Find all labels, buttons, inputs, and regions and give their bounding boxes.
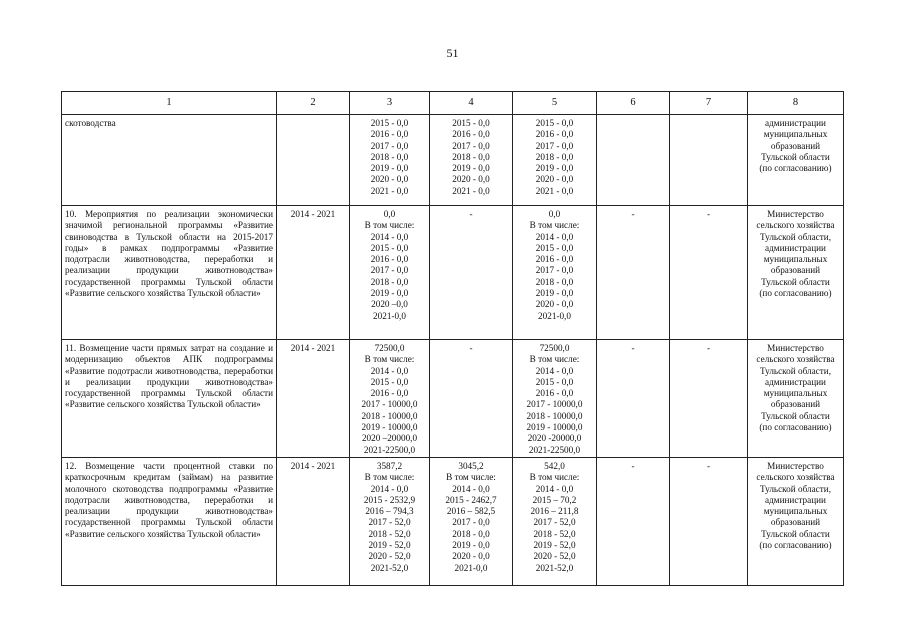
value-line: 2021 - 0,0 (535, 185, 574, 196)
value-line: Тульской области, (759, 231, 831, 242)
value-line: 2016 - 0,0 (452, 129, 490, 140)
value-line: 2019 - 0,0 (370, 163, 409, 174)
cell-c1: 10. Мероприятия по реализации экономически значимой региональной программы «Развитие свиноводства в Тульской области на 2015-2017 годы» в рамках подпрограммы «Развитие подотрасли животноводства, переработки и реализации продукции животноводства» государственной программы Тульской области «Развитие сельского хозяйства Тульской области» (62, 206, 277, 340)
header-col-1: 1 (62, 92, 277, 115)
cell-c7: - (670, 340, 748, 458)
value-line: администрации (765, 242, 826, 253)
value-line: 2019 - 52,0 (533, 540, 576, 551)
cell-c2: 2014 - 2021 (277, 206, 350, 340)
value-line: 2020 -20000,0 (527, 433, 582, 444)
value-line: В том числе: (529, 354, 580, 365)
value-line: 2019 - 0,0 (452, 163, 490, 174)
value-line: В том числе: (364, 220, 415, 231)
header-col-3: 3 (350, 92, 430, 115)
value-line: 2017 - 0,0 (370, 140, 409, 151)
value-line: 2020 - 52,0 (368, 551, 411, 562)
header-col-4: 4 (430, 92, 513, 115)
cell-c4 (430, 115, 513, 206)
value-line: 2019 - 0,0 (370, 288, 409, 299)
cell-c6: - (597, 340, 670, 458)
value-line: 2020 - 0,0 (535, 174, 574, 185)
cell-c8 (748, 340, 844, 458)
value-line: сельского хозяйства (756, 472, 835, 483)
cell-c8 (748, 458, 844, 586)
value-line: 2020 - 0,0 (535, 299, 574, 310)
value-line: В том числе: (364, 354, 415, 365)
value-line: 2016 - 0,0 (535, 129, 574, 140)
cell-c4 (430, 458, 513, 586)
value-line: администрации (765, 118, 826, 128)
value-line: администрации (765, 494, 826, 505)
value-line: 72500,0 (539, 343, 570, 353)
value-line: 0,0 (548, 209, 561, 219)
value-line: Тульской области (761, 151, 830, 162)
cell-c1: скотоводства (62, 115, 277, 206)
value-line: сельского хозяйства (756, 354, 835, 365)
value-line: Тульской области, (759, 483, 831, 494)
value-line: 3587,2 (376, 461, 403, 471)
value-line: 2021-0,0 (373, 310, 406, 321)
page-number: 51 (446, 46, 459, 60)
cell-c1: 11. Возмещение части прямых затрат на создание и модернизацию объектов АПК подпрограммы «Развитие подотрасли животноводства, переработки и реализации продукции животноводства» государственной программы Тульской области «Развитие сельского хозяйства Тульской области» (62, 340, 277, 458)
value-line: 2015 - 0,0 (535, 118, 574, 128)
value-line: 2018 - 0,0 (535, 151, 574, 162)
value-line: муниципальных (763, 254, 828, 265)
value-line: 2017 - 0,0 (452, 140, 490, 151)
value-line: муниципальных (763, 506, 828, 517)
value-line: - (469, 343, 473, 353)
cell-c7: - (670, 458, 748, 586)
value-line: 2017 - 52,0 (533, 517, 576, 528)
value-line: 0,0 (383, 209, 396, 219)
value-line: 2018 - 0,0 (452, 151, 490, 162)
cell-c8 (748, 115, 844, 206)
value-line: 542,0 (544, 461, 565, 471)
value-line: 2020 –0,0 (371, 299, 408, 310)
value-line: 2015 - 0,0 (535, 376, 574, 387)
cell-c5 (513, 340, 597, 458)
program-table (61, 91, 844, 586)
value-line: сельского хозяйства (756, 220, 835, 231)
table-row (62, 458, 844, 586)
cell-c3 (350, 458, 430, 586)
value-line: 2018 - 10000,0 (361, 410, 418, 421)
cell-c3 (350, 206, 430, 340)
value-line: 2015 – 70,2 (532, 494, 577, 505)
value-line: 2017 - 10000,0 (361, 399, 418, 410)
value-line: 2014 - 0,0 (452, 483, 490, 494)
value-line: Тульской области (761, 528, 830, 539)
cell-c1: 12. Возмещение части процентной ставки по краткосрочным кредитам (займам) на развитие молочного скотоводства подпрограммы «Развитие подотрасли животноводства, переработки и реализации продукции животноводства» государственной программы Тульской области «Развитие сельского хозяйства Тульской области» (62, 458, 277, 586)
value-line: 2015 - 0,0 (370, 242, 409, 253)
value-line: 2021 - 0,0 (370, 185, 409, 196)
value-line: 2016 – 582,5 (446, 506, 496, 517)
table-row (62, 115, 844, 206)
value-line: 2017 - 10000,0 (526, 399, 583, 410)
value-line: 2021 - 0,0 (452, 185, 490, 196)
cell-c7: - (670, 206, 748, 340)
value-line: администрации (765, 376, 826, 387)
value-line: (по согласованию) (759, 288, 832, 299)
value-line: - (469, 209, 473, 219)
value-line: муниципальных (763, 129, 828, 140)
value-line: 2017 - 0,0 (535, 140, 574, 151)
value-line: 2018 - 52,0 (533, 528, 576, 539)
value-line: муниципальных (763, 388, 828, 399)
value-line: 2017 - 0,0 (452, 517, 490, 528)
cell-c4 (430, 340, 513, 458)
value-line: Министерство (767, 461, 824, 471)
value-line: (по согласованию) (759, 422, 832, 433)
value-line: 72500,0 (374, 343, 405, 353)
header-col-8: 8 (748, 92, 844, 115)
value-line: 2016 - 0,0 (370, 254, 409, 265)
value-line: 2020 - 0,0 (370, 174, 409, 185)
cell-c3 (350, 115, 430, 206)
value-line: 2019 - 0,0 (535, 163, 574, 174)
value-line: 2016 – 211,8 (530, 506, 579, 517)
cell-c2 (277, 115, 350, 206)
cell-c2: 2014 - 2021 (277, 340, 350, 458)
value-line: 2014 - 0,0 (370, 483, 409, 494)
value-line: 2015 - 2532,9 (363, 494, 416, 505)
cell-c4 (430, 206, 513, 340)
header-col-7: 7 (670, 92, 748, 115)
cell-c8 (748, 206, 844, 340)
value-line: 2015 - 0,0 (370, 376, 409, 387)
value-line: 2021-0,0 (454, 562, 488, 573)
value-line: 2018 - 0,0 (370, 276, 409, 287)
cell-c5 (513, 458, 597, 586)
value-line: В том числе: (446, 472, 496, 483)
value-line: образований (770, 517, 821, 528)
cell-c6: - (597, 206, 670, 340)
value-line: В том числе: (364, 472, 415, 483)
value-line: 2019 - 10000,0 (361, 422, 418, 433)
value-line: 2021-52,0 (535, 562, 574, 573)
value-line: 2017 - 0,0 (370, 265, 409, 276)
cell-c6 (597, 115, 670, 206)
value-line: образований (770, 140, 821, 151)
value-line: образований (770, 265, 821, 276)
value-line: 2019 - 0,0 (452, 540, 490, 551)
value-line: 2019 - 0,0 (535, 288, 574, 299)
cell-c6: - (597, 458, 670, 586)
value-line: 2016 - 0,0 (370, 129, 409, 140)
value-line: 2018 - 52,0 (368, 528, 411, 539)
value-line: 2020 - 0,0 (452, 174, 490, 185)
value-line: Министерство (767, 343, 824, 353)
value-line: 2015 - 0,0 (452, 118, 490, 128)
value-line: Тульской области (761, 410, 830, 421)
value-line: 2018 - 0,0 (452, 528, 490, 539)
value-line: Тульской области (761, 276, 830, 287)
value-line: 2018 - 0,0 (370, 151, 409, 162)
value-line: 2016 - 0,0 (370, 388, 409, 399)
header-col-5: 5 (513, 92, 597, 115)
value-line: образований (770, 399, 821, 410)
value-line: 2020 - 0,0 (452, 551, 490, 562)
table-row (62, 206, 844, 340)
value-line: 2021-22500,0 (528, 444, 581, 455)
value-line: В том числе: (529, 472, 580, 483)
cell-c7 (670, 115, 748, 206)
value-line: 2017 - 0,0 (535, 265, 574, 276)
value-line: 2016 – 794,3 (365, 506, 414, 517)
value-line: 2017 - 52,0 (368, 517, 411, 528)
value-line: 2014 - 0,0 (535, 231, 574, 242)
value-line: 2015 - 0,0 (535, 242, 574, 253)
value-line: 2015 - 0,0 (370, 118, 409, 128)
header-row (62, 92, 844, 115)
value-line: 2019 - 52,0 (368, 540, 411, 551)
value-line: 2015 - 2462,7 (445, 494, 497, 505)
value-line: 2021-52,0 (370, 562, 409, 573)
value-line: 2020 –20000,0 (361, 433, 418, 444)
cell-c2: 2014 - 2021 (277, 458, 350, 586)
value-line: 3045,2 (458, 461, 484, 471)
value-line: 2021-22500,0 (363, 444, 416, 455)
value-line: 2014 - 0,0 (370, 231, 409, 242)
value-line: 2014 - 0,0 (535, 365, 574, 376)
cell-c3 (350, 340, 430, 458)
value-line: 2020 - 52,0 (533, 551, 576, 562)
cell-c5 (513, 115, 597, 206)
value-line: 2018 - 10000,0 (526, 410, 583, 421)
value-line: Тульской области, (759, 365, 831, 376)
value-line: Министерство (767, 209, 824, 219)
value-line: В том числе: (529, 220, 580, 231)
value-line: 2019 - 10000,0 (526, 422, 583, 433)
header-col-6: 6 (597, 92, 670, 115)
value-line: 2014 - 0,0 (370, 365, 409, 376)
cell-c5 (513, 206, 597, 340)
value-line: 2021-0,0 (538, 310, 571, 321)
header-col-2: 2 (277, 92, 350, 115)
table-row (62, 340, 844, 458)
value-line: (по согласованию) (759, 163, 832, 174)
value-line: 2016 - 0,0 (535, 254, 574, 265)
value-line: 2018 - 0,0 (535, 276, 574, 287)
value-line: 2014 - 0,0 (535, 483, 574, 494)
value-line: 2016 - 0,0 (535, 388, 574, 399)
value-line: (по согласованию) (759, 540, 832, 551)
